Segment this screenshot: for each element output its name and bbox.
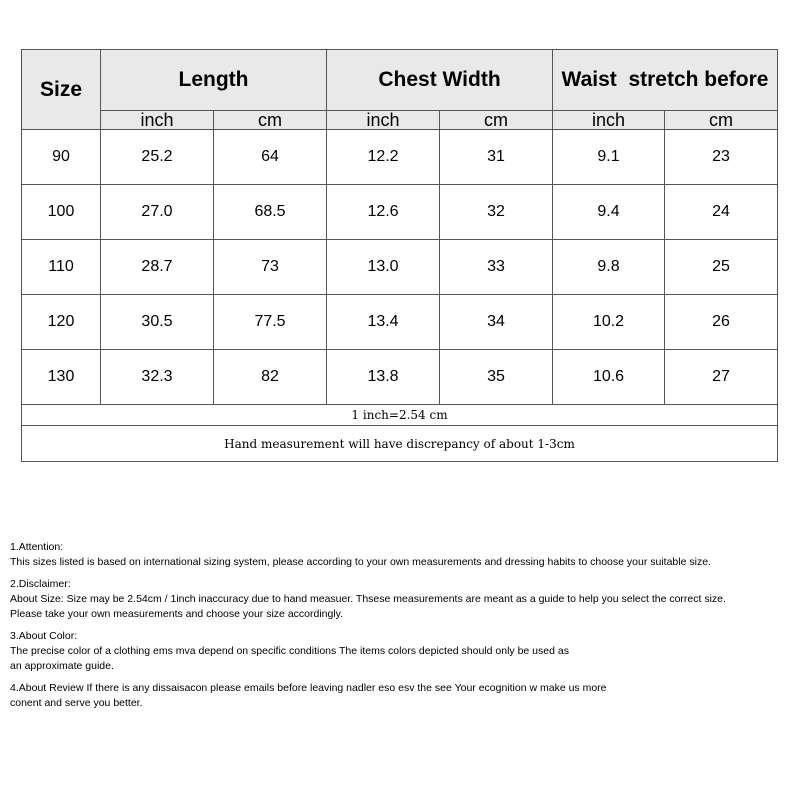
table-cell: 23 xyxy=(665,130,778,185)
table-cell: 32 xyxy=(440,185,553,240)
note-disclaimer xyxy=(10,577,795,622)
header-size: Size xyxy=(22,50,101,130)
note-color xyxy=(10,629,795,674)
table-cell: 64 xyxy=(214,130,327,185)
conversion-row xyxy=(22,405,778,426)
table-row xyxy=(22,185,778,240)
note-review xyxy=(10,681,795,711)
table-cell: 25.2 xyxy=(101,130,214,185)
unit-cell: inch xyxy=(553,111,665,130)
table-cell: 12.6 xyxy=(327,185,440,240)
table-cell: 10.6 xyxy=(553,350,665,405)
note-line: About Size: Size may be 2.54cm / 1inch inaccuracy due to hand measuer. Thsese measurements are meant as a guide to help you select the correct size. xyxy=(10,593,726,605)
note-line: conent and serve you better. xyxy=(10,697,143,709)
header-waist: Waist stretch before xyxy=(553,50,778,111)
table-cell: 12.2 xyxy=(327,130,440,185)
table-cell: 24 xyxy=(665,185,778,240)
note-line: Please take your own measurements and choose your size accordingly. xyxy=(10,608,344,620)
table-cell: 130 xyxy=(22,350,101,405)
notes-section xyxy=(10,540,795,718)
note-title: 3.About Color: xyxy=(10,630,78,642)
header-length: Length xyxy=(101,50,327,111)
table-cell: 9.1 xyxy=(553,130,665,185)
discrepancy-note: Hand measurement will have discrepancy of about 1-3cm xyxy=(22,426,778,462)
header-row xyxy=(22,50,778,111)
note-title: 2.Disclaimer: xyxy=(10,578,71,590)
table-cell: 110 xyxy=(22,240,101,295)
table-cell: 28.7 xyxy=(101,240,214,295)
table-cell: 77.5 xyxy=(214,295,327,350)
note-line: 4.About Review If there is any dissaisacon please emails before leaving nadler eso esv the see Your ecognition w make us more xyxy=(10,682,607,694)
table-cell: 82 xyxy=(214,350,327,405)
table-cell: 13.0 xyxy=(327,240,440,295)
unit-cell: cm xyxy=(440,111,553,130)
table-cell: 35 xyxy=(440,350,553,405)
note-title: 1.Attention: xyxy=(10,541,64,553)
note-line: an approximate guide. xyxy=(10,660,114,672)
unit-cell: cm xyxy=(214,111,327,130)
table-cell: 13.8 xyxy=(327,350,440,405)
table-cell: 120 xyxy=(22,295,101,350)
unit-cell: inch xyxy=(101,111,214,130)
table-cell: 68.5 xyxy=(214,185,327,240)
unit-cell: cm xyxy=(665,111,778,130)
note-line: The precise color of a clothing ems mva depend on specific conditions The items colors depicted should only be used as xyxy=(10,645,569,657)
table-row xyxy=(22,350,778,405)
table-cell: 34 xyxy=(440,295,553,350)
table-cell: 31 xyxy=(440,130,553,185)
note-attention xyxy=(10,540,795,570)
unit-row xyxy=(22,111,778,130)
discrepancy-row xyxy=(22,426,778,462)
table-cell: 13.4 xyxy=(327,295,440,350)
table-cell: 100 xyxy=(22,185,101,240)
conversion-note: 1 inch=2.54 cm xyxy=(22,405,778,426)
table-cell: 9.8 xyxy=(553,240,665,295)
table-cell: 10.2 xyxy=(553,295,665,350)
table-cell: 32.3 xyxy=(101,350,214,405)
unit-cell: inch xyxy=(327,111,440,130)
table-row xyxy=(22,295,778,350)
table-cell: 30.5 xyxy=(101,295,214,350)
table-row xyxy=(22,130,778,185)
note-line: This sizes listed is based on international sizing system, please according to your own measurements and dressing habits to choose your suitable size. xyxy=(10,556,711,568)
table-cell: 33 xyxy=(440,240,553,295)
table-cell: 26 xyxy=(665,295,778,350)
table-cell: 73 xyxy=(214,240,327,295)
table-cell: 25 xyxy=(665,240,778,295)
header-chest-width: Chest Width xyxy=(327,50,553,111)
table-cell: 27 xyxy=(665,350,778,405)
table-row xyxy=(22,240,778,295)
table-cell: 27.0 xyxy=(101,185,214,240)
size-chart-table xyxy=(21,49,778,462)
table-cell: 90 xyxy=(22,130,101,185)
table-cell: 9.4 xyxy=(553,185,665,240)
